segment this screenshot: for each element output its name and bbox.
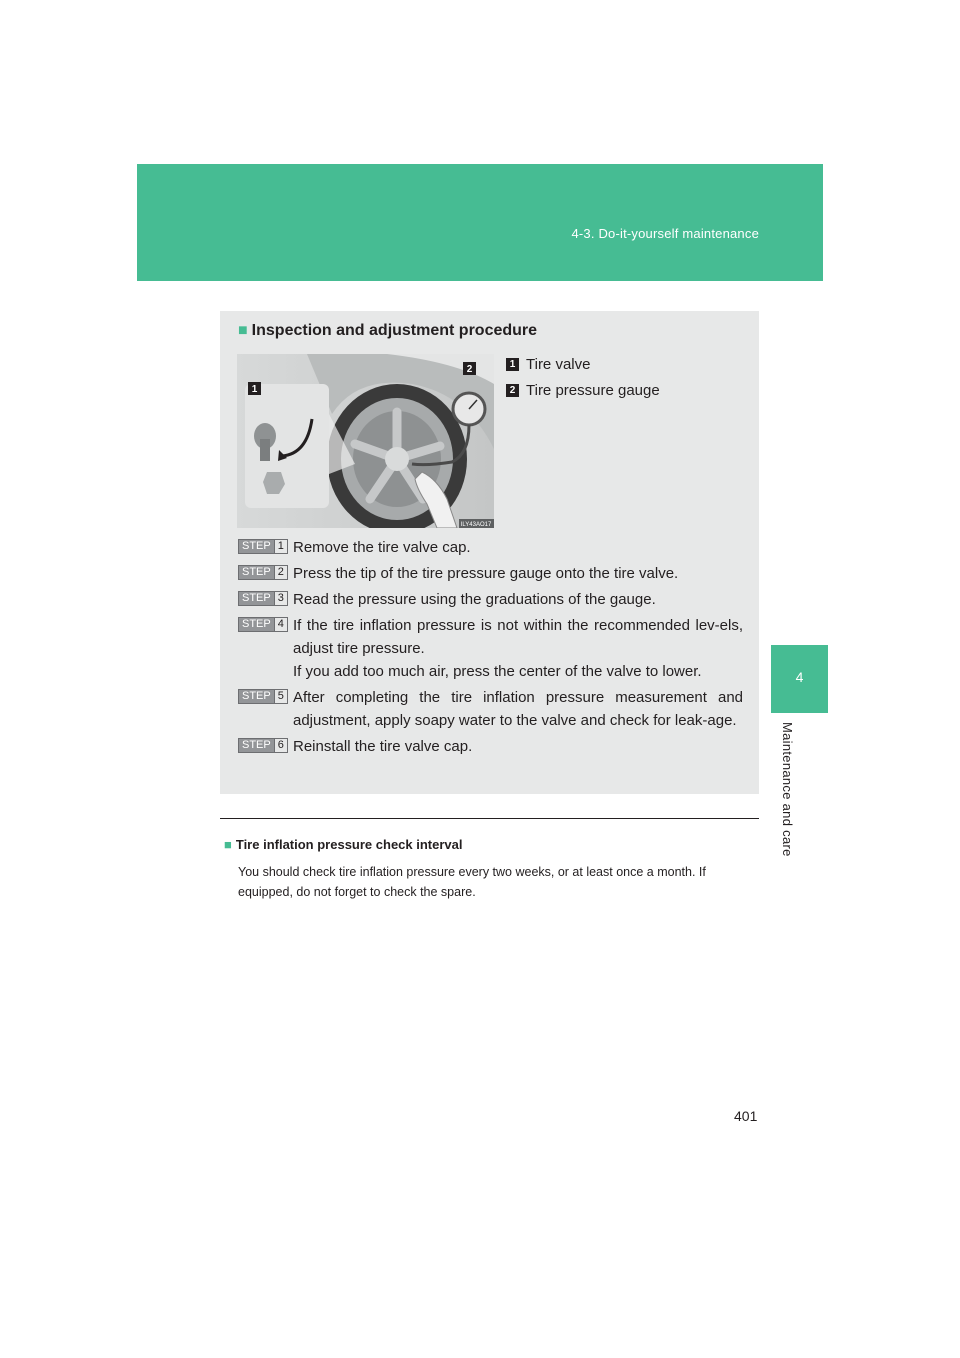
step-word: STEP [242,690,271,702]
step-word: STEP [242,540,271,552]
step-list [238,536,743,761]
procedure-heading-text: Inspection and adjustment procedure [251,322,538,339]
step-text: If the tire inflation pressure is not within the recommended lev-els, adjust tire pressure. [293,617,743,657]
page-number: 401 [734,1108,758,1124]
step-number: 1 [274,540,287,553]
step-text-block [293,614,743,683]
callout-number-badge: 1 [506,358,519,371]
callout-label: Tire valve [526,355,591,373]
step-row [238,588,743,611]
step-text: Press the tip of the tire pressure gauge onto the tire valve. [293,565,679,582]
callout-list [506,351,660,403]
step-number: 6 [274,739,287,752]
step-row [238,536,743,559]
tire-illustration [237,354,494,528]
step-badge [238,591,288,606]
procedure-heading [238,322,537,340]
square-bullet-icon: ■ [238,322,248,339]
step-text: After completing the tire inflation pressure measurement and adjustment, apply soapy water to the valve and check for leak-age. [293,689,743,729]
step-word: STEP [242,618,271,630]
square-bullet-icon: ■ [224,837,232,852]
step-badge [238,565,288,580]
note-body: You should check tire inflation pressure every two weeks, or at least once a month. If equipped, do not forget to check the spare. [238,865,706,899]
step-badge [238,539,288,554]
step-row [238,735,743,758]
step-text: Read the pressure using the graduations of the gauge. [293,591,656,608]
note-title [224,837,462,852]
svg-text:1: 1 [251,384,258,395]
step-extra-text: If you add too much air, press the center of the valve to lower. [293,663,702,680]
svg-text:2: 2 [466,364,473,375]
step-row [238,686,743,732]
chapter-number: 4 [795,669,804,685]
step-badge [238,738,288,753]
step-text: Reinstall the tire valve cap. [293,738,473,755]
callout-number-badge: 2 [506,384,519,397]
step-row [238,614,743,683]
step-word: STEP [242,566,271,578]
illustration-code: ILY43AO17 [460,522,492,528]
step-row [238,562,743,585]
callout-item [506,351,660,377]
chapter-label: Maintenance and care [780,722,795,857]
step-number: 5 [274,690,287,703]
step-word: STEP [242,739,271,751]
section-title: 4-3. Do-it-yourself maintenance [571,226,759,241]
header-band [137,164,823,281]
step-number: 2 [274,566,287,579]
callout-label: Tire pressure gauge [526,381,660,399]
note-title-text: Tire inflation pressure check interval [235,837,463,852]
chapter-tab [771,645,828,713]
step-badge [238,617,288,632]
step-number: 3 [274,592,287,605]
step-text: Remove the tire valve cap. [293,539,471,556]
section-divider [220,818,759,819]
callout-item [506,377,660,403]
step-number: 4 [274,618,287,631]
step-word: STEP [242,592,271,604]
step-badge [238,689,288,704]
procedure-box [220,311,759,794]
tire-valve-gauge-illustration [237,354,494,528]
